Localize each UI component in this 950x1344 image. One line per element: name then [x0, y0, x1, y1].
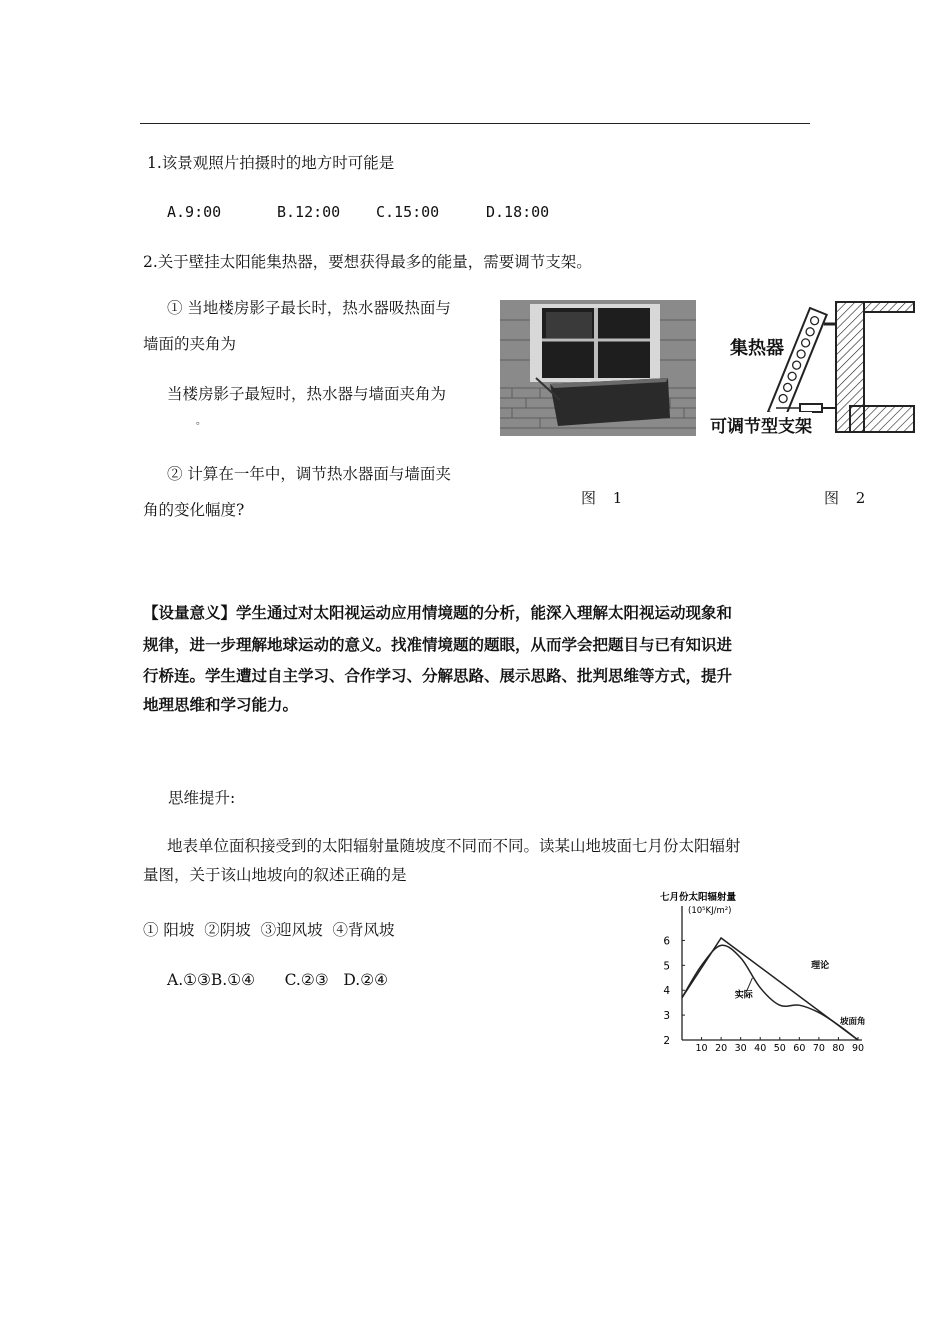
figure-1-caption: 图 1 [581, 489, 629, 507]
fig2-label-collector: 集热器 [730, 334, 784, 360]
chart-y-tick-label: 4 [663, 985, 670, 998]
q2-sub2-line1: ② 计算在一年中，调节热水器面与墙面夹 [167, 465, 451, 483]
chart-y-tick-label: 5 [663, 960, 670, 973]
chart-series-label-actual: 实际 [734, 990, 753, 1001]
thinking-para-line2: 量图，关于该山地坡向的叙述正确的是 [143, 866, 407, 884]
chart-series-label-theory: 理论 [811, 960, 830, 971]
chart-y-tick-label: 3 [663, 1010, 670, 1023]
q2-sub2-line2: 角的变化幅度? [143, 501, 245, 519]
q2-sub1b-end: 。 [196, 416, 206, 427]
thinking-heading: 思维提升: [168, 789, 236, 807]
q1-option-d: D.18:00 [486, 203, 550, 221]
header-rule [140, 123, 810, 124]
significance-line-4: 地理思维和学习能力。 [143, 696, 299, 714]
thinking-options: A.①③B.①④ C.②③ D.②④ [167, 971, 388, 989]
chart-x-tick-label: 40 [754, 1043, 767, 1054]
q1-option-a: A.9:00 [167, 203, 222, 221]
q1-option-c: C.15:00 [376, 203, 440, 221]
q2-sub1-line2: 墙面的夹角为 [143, 335, 237, 353]
q2-sub1b: 当楼房影子最短时，热水器与墙面夹角为 [167, 385, 447, 403]
chart-y-tick-label: 6 [663, 935, 670, 948]
chart-x-tick-label: 70 [812, 1043, 825, 1054]
question-2: 2.关于壁挂太阳能集热器，要想获得最多的能量，需要调节支架。 [143, 253, 592, 271]
significance-line-1: 【设量意义】学生通过对太阳视运动应用情境题的分析，能深入理解太阳视运动现象和 [143, 604, 733, 622]
chart-x-tick-label: 20 [715, 1043, 728, 1054]
chart-x-tick-label: 60 [793, 1043, 806, 1054]
chart-x-tick-label: 30 [734, 1043, 747, 1054]
chart-series-line-0 [682, 938, 858, 1040]
question-1: 1.该景观照片拍摄时的地方时可能是 [147, 154, 395, 172]
chart-x-tick-label: 50 [773, 1043, 786, 1054]
q2-sub1-line1: ① 当地楼房影子最长时，热水器吸热面与 [167, 299, 451, 317]
chart-series-line-1 [682, 945, 858, 1040]
significance-line-3: 行桥连。学生遭过自主学习、合作学习、分解思路、展示思路、批判思维等方式，提升 [143, 667, 733, 685]
chart-title: 七月份太阳辐射量 [660, 892, 737, 903]
figure-1-photo [500, 300, 696, 436]
figure-2-caption: 图 2 [824, 489, 872, 507]
chart-x-tick-label: 90 [851, 1043, 865, 1054]
chart-x-tick-label: 10 [695, 1043, 708, 1054]
thinking-statements: ① 阳坡 ②阴坡 ③迎风坡 ④背风坡 [143, 921, 395, 939]
q1-option-b: B.12:00 [277, 203, 341, 221]
chart-label-leader [747, 978, 753, 992]
figure-2-diagram [706, 298, 918, 440]
significance-line-2: 规律，进一步理解地球运动的意义。找准情境题的题眼，从而学会把题目与已有知识进 [143, 636, 733, 654]
radiation-chart [648, 888, 888, 1060]
thinking-para-line1: 地表单位面积接受到的太阳辐射量随坡度不同而不同。读某山地坡面七月份太阳辐射 [167, 837, 741, 855]
chart-xlabel: 坡面角 [840, 1017, 866, 1027]
chart-ylabel: (10⁵KJ/m²) [688, 906, 732, 916]
chart-x-tick-label: 80 [832, 1043, 845, 1054]
fig2-label-bracket: 可调节型支架 [710, 412, 812, 437]
chart-y-tick-label: 2 [663, 1035, 670, 1047]
